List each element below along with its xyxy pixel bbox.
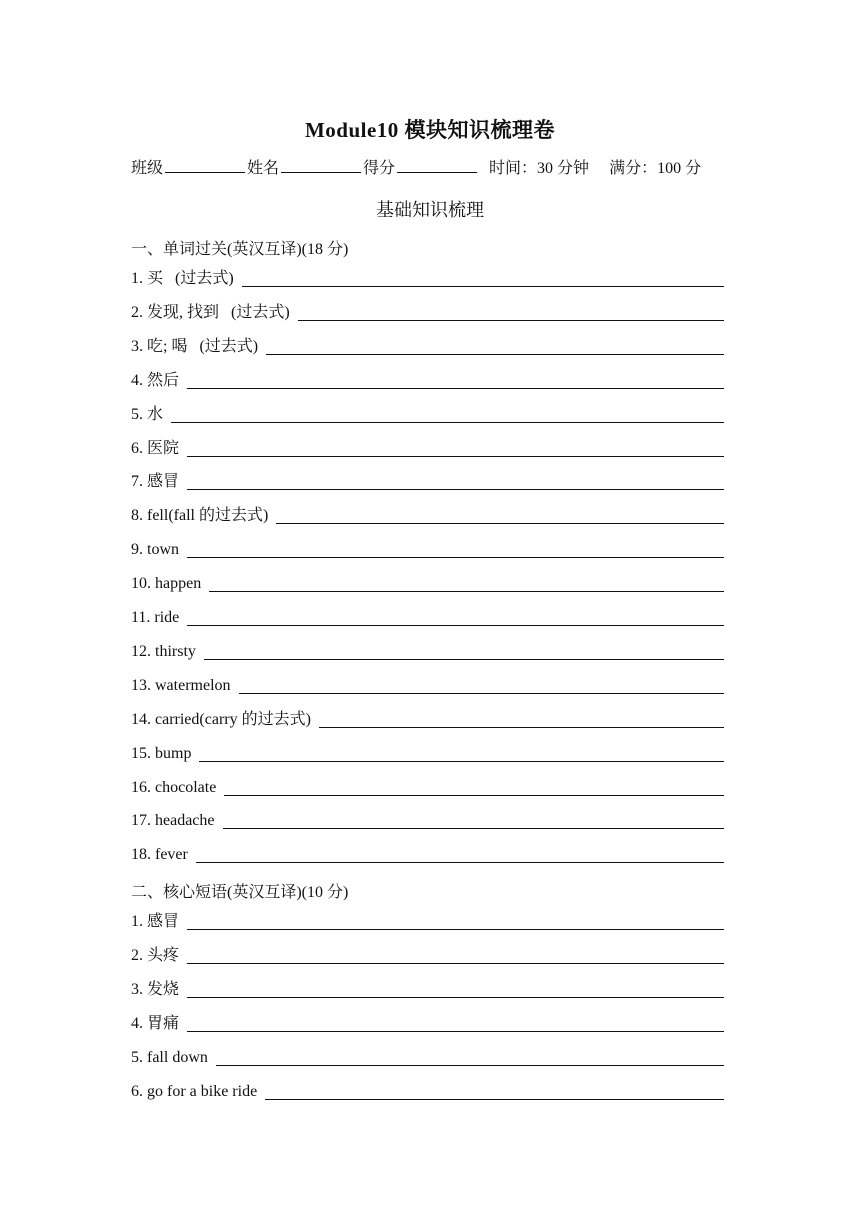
answer-blank[interactable] [209,590,724,592]
question-row [131,606,724,628]
question-row [131,369,724,391]
question-label: 3. 发烧 [131,980,180,998]
class-blank[interactable] [165,158,245,173]
question-row [131,742,724,764]
answer-blank[interactable] [266,353,724,355]
class-label: 班级 [131,160,164,177]
question-row [131,910,724,932]
question-label: 5. 水 [131,405,164,423]
question-label: 1. 买 (过去式) [131,270,234,287]
question-row [131,1046,724,1068]
answer-blank[interactable] [204,658,724,660]
answer-blank[interactable] [298,319,724,321]
answer-blank[interactable] [242,285,724,287]
page-title: Module10 模块知识梳理卷 [304,118,556,142]
question-label: 16. chocolate [131,778,217,796]
question-label: 11. ride [131,609,180,626]
answer-blank[interactable] [187,455,724,457]
answer-blank[interactable] [216,1064,724,1066]
question-label: 9. town [131,541,179,559]
answer-blank[interactable] [223,827,724,829]
question-label: 7. 感冒 [131,473,180,491]
question-label: 13. watermelon [131,676,231,694]
question-row [131,674,724,696]
question-label: 14. carried(carry 的过去式) [131,710,311,728]
question-label: 12. thirsty [131,642,196,660]
question-label: 8. fell(fall 的过去式) [131,507,269,525]
question-row [131,572,724,594]
answer-blank[interactable] [187,488,724,490]
question-label: 18. fever [131,846,188,864]
answer-blank[interactable] [187,556,724,558]
question-row [131,640,724,662]
answer-blank[interactable] [187,996,724,998]
answer-blank[interactable] [276,522,724,524]
question-row [131,809,724,831]
question-label: 17. headache [131,812,215,830]
answer-blank[interactable] [187,387,724,389]
answer-blank[interactable] [187,962,724,964]
section2-heading: 二、核心短语(英汉互译)(10 分) [131,884,349,901]
score-blank[interactable] [397,158,477,173]
answer-blank[interactable] [187,624,724,626]
answer-blank[interactable] [187,928,724,930]
question-row [131,335,724,357]
answer-blank[interactable] [319,726,724,728]
question-row [131,437,724,459]
answer-blank[interactable] [171,421,724,423]
question-label: 2. 发现, 找到 (过去式) [131,303,290,321]
student-info-line [131,155,731,178]
question-row [131,776,724,798]
name-label: 姓名 [247,160,280,177]
question-label: 10. happen [131,575,202,593]
answer-blank[interactable] [199,760,724,762]
question-row [131,708,724,730]
question-label: 4. 胃痛 [131,1014,180,1032]
answer-blank[interactable] [187,1030,724,1032]
question-row [131,1012,724,1034]
question-label: 2. 头疼 [131,946,180,964]
question-row [131,403,724,425]
question-label: 1. 感冒 [131,913,180,930]
full-score-text: 满分：100 分 [609,160,702,177]
question-label: 3. 吃; 喝 (过去式) [131,337,259,355]
question-row [131,538,724,560]
question-label: 4. 然后 [131,371,180,389]
question-row [131,944,724,966]
answer-blank[interactable] [224,794,724,796]
question-row [131,470,724,492]
question-label: 5. fall down [131,1048,208,1066]
question-label: 6. go for a bike ride [131,1082,258,1100]
question-row [131,978,724,1000]
score-label: 得分 [363,160,396,177]
question-row [131,504,724,526]
answer-blank[interactable] [265,1098,724,1100]
answer-blank[interactable] [196,861,724,863]
answer-blank[interactable] [239,692,724,694]
name-blank[interactable] [281,158,361,173]
question-row [131,1080,724,1102]
question-label: 6. 医院 [131,439,180,457]
question-label: 15. bump [131,744,192,762]
time-text: 时间：30 分钟 [489,160,590,177]
section-subtitle: 基础知识梳理 [376,200,484,220]
question-row [131,267,724,289]
section1-heading: 一、单词过关(英汉互译)(18 分) [131,241,349,258]
question-row [131,301,724,323]
question-row [131,843,724,865]
